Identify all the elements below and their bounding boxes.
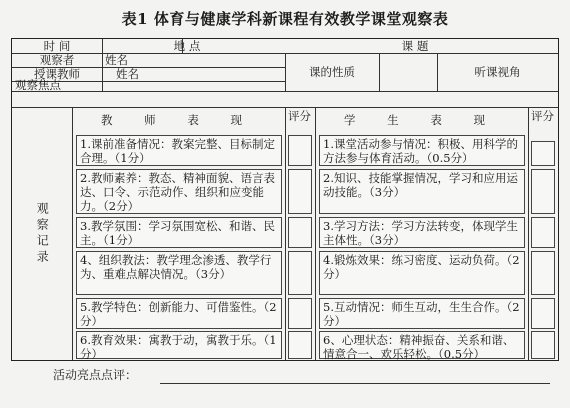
student-score-box-2[interactable] (531, 169, 555, 214)
teacher-item-6: 6.教育效果：寓教于动，寓教于乐。（1分） (76, 331, 282, 359)
student-score-header: 评分 (531, 109, 554, 123)
observation-record-label (12, 107, 72, 360)
activity-highlight-input-line[interactable] (160, 383, 550, 384)
student-score-box-6[interactable] (531, 331, 555, 359)
table-title: 表1 体育与健康学科新课程有效教学课堂观察表 (121, 10, 449, 28)
student-item-6: 6、心理状态：精神振奋、关系和谐、情意合一、欢乐轻松。（0.5分） (319, 331, 525, 359)
lesson-nature-label: 课的性质 (309, 64, 355, 79)
focus-label: 观察焦点 (15, 78, 61, 92)
teacher-score-box-2[interactable] (288, 169, 312, 214)
lesson-topic-label: 课 题 (401, 38, 429, 53)
teacher-score-box-1[interactable] (288, 135, 312, 166)
student-item-1: 1.课堂活动参与情况：积极、用科学的方法参与体育活动。（0.5分） (319, 135, 525, 166)
teacher-item-5: 5.教学特色：创新能力、可借鉴性。（2分） (76, 298, 282, 329)
observer-label: 观察者 (39, 52, 75, 67)
teacher-score-box-4[interactable] (288, 251, 312, 295)
teacher-item-3: 3.教学氛围：学习氛围宽松、和谐、民主。（1分） (76, 217, 282, 248)
observer-name-label: 姓名 (105, 53, 128, 67)
student-item-5: 5.互动情况：师生互动，生生合作。（2分） (319, 298, 525, 329)
teacher-item-1: 1.课前准备情况：教案完整、目标制定合理。（1分） (76, 135, 282, 166)
student-score-box-5[interactable] (531, 298, 555, 329)
listen-angle-label: 听课视角 (474, 64, 521, 79)
teacher-score-box-6[interactable] (288, 331, 312, 359)
student-score-box-3[interactable] (531, 217, 555, 248)
student-item-2: 2.知识、技能掌握情况，学习和应用运动技能。（3分） (319, 169, 525, 214)
teacher-score-header: 评分 (288, 109, 311, 123)
activity-highlight-label: 活动亮点点评： (53, 368, 138, 382)
teacher-score-box-3[interactable] (288, 217, 312, 248)
teacher-performance-header: 教 师 表 现 (101, 112, 256, 127)
student-item-4: 4.锻炼效果：练习密度、运动负荷。（2分） (319, 251, 525, 295)
teacher-label: 授课教师 (34, 66, 80, 81)
student-performance-header: 学 生 表 现 (344, 112, 499, 127)
teacher-name-label: 姓名 (116, 67, 139, 81)
time-label: 时 间 (43, 38, 71, 53)
observation-table (11, 38, 559, 361)
observation-record-text: 观察记录 (35, 201, 50, 266)
student-item-3: 3.学习方法：学习方法转变，体现学生主体性。（3分） (319, 217, 525, 248)
student-score-box-1[interactable] (531, 141, 555, 166)
student-score-box-4[interactable] (531, 251, 555, 295)
teacher-item-2: 2.教师素养：教态、精神面貌、语言表达、口令、示范动作、组织和应变能力。（2分） (76, 169, 282, 214)
teacher-score-box-5[interactable] (288, 298, 312, 329)
place-label: 地 点 (173, 38, 201, 53)
teacher-item-4: 4、组织教法：教学理念渗透、教学行为、重难点解决情况。（3分） (76, 251, 282, 295)
